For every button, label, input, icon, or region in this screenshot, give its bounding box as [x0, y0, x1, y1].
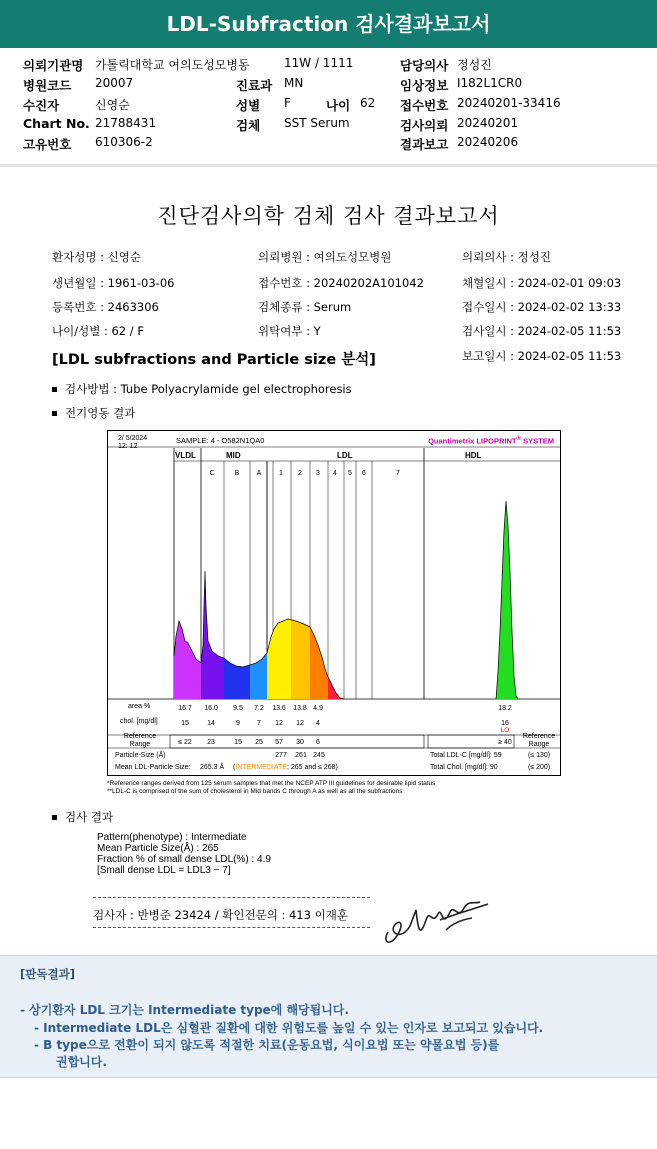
result-line: [Small dense LDL = LDL3 ~ 7] [97, 865, 231, 876]
chart-footnote [107, 780, 435, 796]
info-value: 20007 [95, 76, 134, 90]
mean-note: ; 265 and ≤ 268) [286, 764, 338, 771]
info-key: 접수번호 [400, 98, 449, 113]
chol-value: 16 [501, 720, 509, 727]
info-value: 11W / 1111 [284, 56, 354, 70]
info-value: 정성진 [457, 58, 492, 72]
hdl-area [496, 501, 518, 699]
chol-value: 12 [296, 720, 304, 727]
info-value: 21788431 [95, 116, 157, 130]
electrophoresis-plot [108, 431, 560, 775]
chart-date: 2/ 5/2024 [118, 435, 148, 442]
mid-a-area [250, 653, 267, 699]
result-label: 검사 결과 [65, 810, 114, 824]
ref-value: 15 [234, 739, 242, 746]
area-value: 13.8 [293, 705, 307, 712]
mid-b-area [224, 658, 250, 699]
psize-value: 261 [295, 752, 307, 759]
info-key: Chart No. [23, 116, 90, 131]
result-line: Fraction % of small dense LDL(%) : 4.9 [97, 854, 271, 865]
row-label-ref: Reference Range [123, 733, 157, 748]
ref-value: 6 [316, 739, 320, 746]
brand-name: Quantimetrix LIPOPRINT [428, 436, 517, 446]
area-value: 13.6 [272, 705, 286, 712]
verdict-line: - 상기환자 LDL 크기는 Intermediate type에 해당됩니다. [20, 1003, 349, 1017]
verdict-panel [0, 955, 657, 1078]
ref-value: 30 [296, 739, 304, 746]
band-label: 5 [348, 470, 352, 477]
patient-field: 검체종류 : Serum [258, 300, 352, 314]
info-value: 610306-2 [95, 135, 153, 149]
ref-value: ≤ 22 [178, 739, 192, 746]
area-value: 18.2 [498, 705, 512, 712]
info-key: 검사의뢰 [400, 118, 449, 133]
total-chol: Total Chol. [mg/dl]: 90 [430, 764, 498, 771]
band-label: B [234, 470, 240, 477]
info-key: 고유번호 [23, 137, 72, 152]
row-label-psize: Particle-Size (Å) [115, 752, 166, 759]
area-value: 4.9 [313, 705, 323, 712]
zone-hdl-label: HDL [465, 451, 482, 460]
info-value: SST Serum [284, 116, 350, 130]
result-heading [52, 809, 113, 825]
info-key: 병원코드 [23, 78, 72, 93]
signature-divider-top [93, 897, 370, 898]
total-ldl: Total LDL-C [mg/dl]: 59 [430, 752, 502, 759]
band-label: C [209, 470, 215, 477]
area-value: 16.0 [204, 705, 218, 712]
bullet-icon [52, 387, 57, 392]
chol-value: 9 [236, 720, 240, 727]
row-label-mean: Mean LDL-Particle Size: [115, 764, 191, 771]
band-label: 3 [316, 470, 320, 477]
patient-field: 보고일시 : 2024-02-05 11:53 [462, 349, 622, 363]
mean-class: (INTERMEDIATE; 265 and ≤ 268) [233, 764, 338, 771]
method-text: 검사방법 : Tube Polyacrylamide gel electrophoresis [65, 382, 352, 396]
section-title: [LDL subfractions and Particle size 분석] [52, 352, 376, 368]
info-value: 20240206 [457, 135, 519, 149]
info-value: F [284, 96, 291, 110]
band-label: 6 [362, 470, 366, 477]
info-key: 담당의사 [400, 58, 449, 73]
bullet-icon [52, 815, 57, 820]
ldl1-area [267, 619, 291, 699]
info-key: 나이 [326, 98, 351, 113]
patient-field: 등록번호 : 2463306 [52, 300, 159, 314]
info-key: 검체 [236, 118, 261, 133]
row-label-area: area % [128, 703, 151, 710]
electro-label: 전기영동 결과 [65, 406, 136, 420]
mean-size-value: 265.3 Å [200, 764, 225, 771]
footnote-line: *Reference ranges derived from 125 serum samples that met the NCEP ATP III guidelines for desirable lipid status [107, 780, 436, 787]
total-ldl-ref: (≤ 130) [528, 752, 551, 759]
band-label: 2 [298, 470, 302, 477]
patient-field: 나이/성별 : 62 / F [52, 324, 144, 338]
chol-value: 14 [207, 720, 215, 727]
band-label: 4 [333, 470, 337, 477]
area-value: 7.2 [254, 705, 264, 712]
footnote-line: **LDL-C is comprised of the sum of cholesterol in Mid bands C through A as well as all the subfractions [107, 788, 403, 795]
verdict-title: [판독결과] [20, 967, 75, 981]
area-value: 16.7 [178, 705, 192, 712]
chol-value: 15 [181, 720, 189, 727]
result-line: Pattern(phenotype) : Intermediate [97, 832, 247, 843]
info-value: 62 [360, 96, 376, 110]
hdl-flag: LO [500, 727, 510, 734]
verdict-line: 권합니다. [56, 1055, 107, 1069]
patient-info-panel [0, 52, 657, 158]
method-line [52, 381, 352, 397]
zone-vldl-label: VLDL [175, 451, 196, 460]
zone-mid-label: MID [226, 451, 241, 460]
total-chol-ref: (≤ 200) [528, 764, 551, 771]
ldl2-area [291, 619, 310, 699]
signature-image [380, 890, 495, 950]
zone-ldl-label: LDL [337, 451, 353, 460]
info-key: 임상정보 [400, 78, 449, 93]
result-lines [97, 832, 271, 876]
chart-sample: SAMPLE: 4 - O582N1QA0 [176, 436, 265, 445]
brand-suffix: SYSTEM [521, 436, 554, 446]
info-value: 가톨릭대학교 여의도성모병동 [95, 58, 250, 72]
verdict-line: - Intermediate LDL은 심혈관 질환에 대한 위험도를 높일 수 있는 인자로 보고되고 있습니다. [34, 1021, 544, 1035]
lipoprint-chart [107, 430, 561, 776]
report-title: 진단검사의학 검체 검사 결과보고서 [157, 204, 500, 228]
section-divider [0, 164, 657, 167]
info-key: 결과보고 [400, 137, 449, 152]
patient-field: 의뢰병원 : 여의도성모병원 [258, 250, 392, 264]
ref-value: ≥ 40 [498, 739, 512, 746]
side-ref-label: Reference Range [522, 733, 556, 748]
psize-value: 277 [275, 752, 287, 759]
area-value: 9.5 [233, 705, 243, 712]
brand-sup: ® [516, 435, 522, 442]
ldl4-area [328, 677, 344, 699]
mean-class-text: INTERMEDIATE [235, 764, 287, 771]
patient-field: 검사일시 : 2024-02-05 11:53 [462, 324, 622, 338]
info-value: 20240201 [457, 116, 519, 130]
chart-time: 12: 12 [118, 443, 138, 450]
ref-value: 25 [255, 739, 263, 746]
patient-field: 접수번호 : 20240202A101042 [258, 276, 424, 290]
info-key: 진료과 [236, 78, 273, 93]
info-key: 수진자 [23, 98, 60, 113]
ref-value: 57 [275, 739, 283, 746]
signature-text: 검사자 : 반병준 23424 / 확인전문의 : 413 이재훈 [93, 908, 348, 922]
band-label: A [256, 470, 262, 477]
patient-field: 생년월일 : 1961-03-06 [52, 276, 175, 290]
patient-field: 접수일시 : 2024-02-02 13:33 [462, 300, 622, 314]
chol-value: 4 [316, 720, 320, 727]
info-value: I182L1CR0 [457, 76, 523, 90]
info-value: MN [284, 76, 304, 90]
ldl3-area [310, 627, 328, 699]
electro-heading [52, 405, 135, 421]
report-header-title: LDL-Subfraction 검사결과보고서 [0, 0, 657, 48]
chol-value: 12 [275, 720, 283, 727]
patient-field: 채혈일시 : 2024-02-01 09:03 [462, 276, 622, 290]
band-label: 7 [396, 470, 400, 477]
patient-field: 의뢰의사 : 정성진 [462, 250, 551, 264]
verdict-line: - B type으로 전환이 되지 않도록 적절한 치료(운동요법, 식이요법 또는 약물요법 등)를 [34, 1038, 500, 1052]
chol-value: 7 [257, 720, 261, 727]
info-value: 20240201-33416 [457, 96, 561, 110]
result-line: Mean Particle Size(Å) : 265 [97, 843, 219, 854]
info-key: 의뢰기관명 [23, 58, 84, 73]
signature-divider-bottom [93, 927, 370, 928]
band-label: 1 [279, 470, 283, 477]
patient-field: 환자성명 : 신영순 [52, 250, 141, 264]
info-key: 성별 [236, 98, 261, 113]
ref-value: 23 [207, 739, 215, 746]
patient-field: 위탁여부 : Y [258, 324, 321, 338]
info-value: 신영순 [95, 98, 130, 112]
psize-value: 245 [313, 752, 325, 759]
bullet-icon [52, 411, 57, 416]
row-label-chol: chol. [mg/dl] [120, 718, 158, 725]
